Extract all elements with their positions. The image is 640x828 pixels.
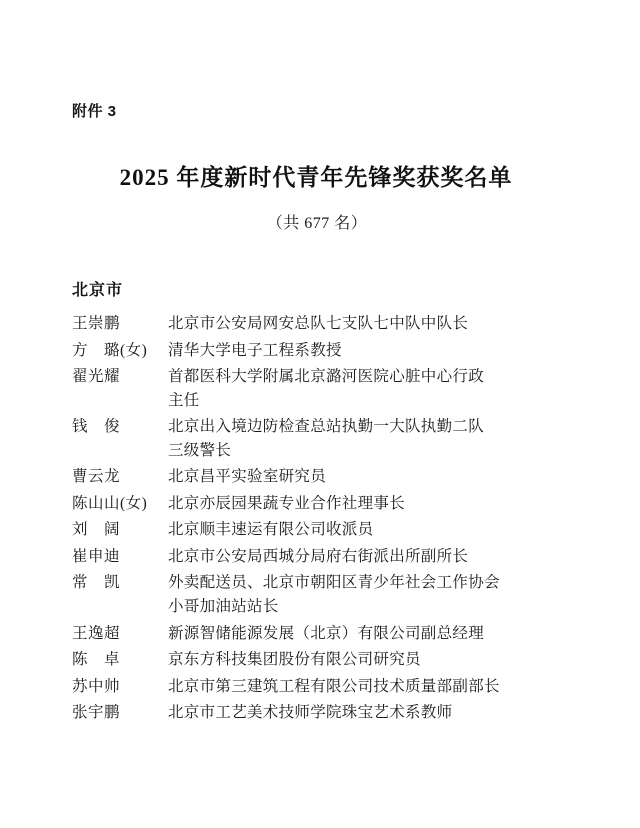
recipient-name: 张宇鹏 [72, 704, 121, 722]
recipient-description [168, 365, 568, 412]
recipient-name: 陈山山(女) [72, 494, 148, 512]
description-line-1: 北京出入境边防检查总站执勤一大队执勤二队 [168, 418, 485, 436]
description-line-1: 首都医科大学附属北京潞河医院心脏中心行政 [168, 368, 485, 386]
description-line-1: 北京昌平实验室研究员 [168, 468, 327, 486]
recipient-description [168, 545, 568, 569]
recipient-name: 崔申迪 [72, 547, 121, 565]
recipient-name: 钱 俊 [72, 418, 121, 436]
recipient-description [168, 571, 568, 618]
recipient-description [168, 415, 568, 462]
recipient-description [168, 492, 568, 516]
list-item [72, 312, 568, 336]
description-line-1: 北京市公安局西城分局府右街派出所副所长 [168, 547, 469, 565]
recipient-name: 苏中帅 [72, 677, 121, 695]
description-line-1: 清华大学电子工程系教授 [168, 341, 342, 359]
recipient-description [168, 675, 568, 699]
recipient-name: 翟光耀 [72, 368, 121, 386]
page-subtitle: （共 677 名） [266, 215, 368, 232]
description-line-1: 新源智储能源发展（北京）有限公司副总经理 [168, 624, 485, 642]
recipient-name: 曹云龙 [72, 468, 121, 486]
list-item [72, 415, 568, 462]
list-item [72, 465, 568, 489]
recipient-description [168, 622, 568, 646]
region-heading: 北京市 [72, 282, 124, 299]
description-line-1: 北京市第三建筑工程有限公司技术质量部副部长 [168, 677, 500, 695]
list-item [72, 675, 568, 699]
description-line-1: 北京顺丰速运有限公司收派员 [168, 521, 374, 539]
list-item [72, 545, 568, 569]
list-item [72, 518, 568, 542]
description-line-1: 北京市公安局网安总队七支队七中队中队长 [168, 315, 469, 332]
recipient-name: 刘 阔 [72, 521, 121, 539]
recipient-description [168, 465, 568, 489]
description-line-2: 小哥加油站站长 [168, 598, 279, 616]
description-line-1: 北京市工艺美术技师学院珠宝艺术系教师 [168, 704, 453, 722]
page-title: 2025 年度新时代青年先锋奖获奖名单 [119, 165, 513, 190]
recipient-description [168, 312, 568, 336]
description-line-2: 三级警长 [168, 441, 232, 459]
list-item [72, 701, 568, 725]
list-item [72, 365, 568, 412]
list-item [72, 492, 568, 516]
region-section [72, 277, 568, 725]
recipient-name: 王崇鹏 [72, 315, 121, 332]
list-item [72, 571, 568, 618]
list-item [72, 339, 568, 363]
description-line-1: 北京亦辰园果蔬专业合作社理事长 [168, 494, 406, 512]
description-line-2: 主任 [168, 391, 200, 409]
recipient-name: 陈 卓 [72, 651, 121, 669]
recipient-name: 方 璐(女) [72, 341, 148, 359]
recipient-description [168, 701, 568, 725]
recipient-name: 王逸超 [72, 624, 121, 642]
recipient-name: 常 凯 [72, 574, 121, 592]
list-item [72, 622, 568, 646]
list-item [72, 648, 568, 672]
attachment-label: 附件 3 [72, 103, 117, 120]
recipient-description [168, 648, 568, 672]
recipient-description [168, 339, 568, 363]
description-line-1: 外卖配送员、北京市朝阳区青少年社会工作协会 [168, 574, 500, 592]
award-list [72, 312, 568, 725]
description-line-1: 京东方科技集团股份有限公司研究员 [168, 651, 421, 669]
recipient-description [168, 518, 568, 542]
